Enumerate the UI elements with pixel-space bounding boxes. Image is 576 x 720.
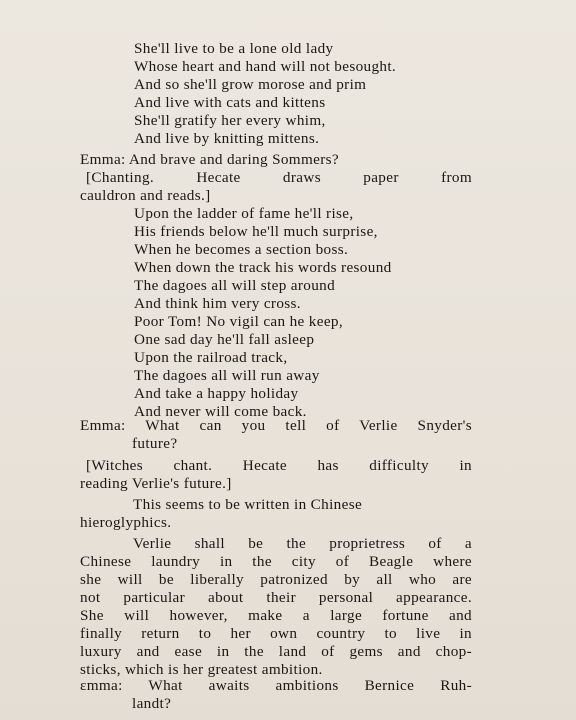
poem-stanza-1	[134, 40, 396, 148]
poem-line: She'll live to be a lone old lady	[134, 40, 334, 57]
poem-line: And live with cats and kittens	[134, 94, 326, 111]
poem-line: The dagoes all will step around	[134, 277, 336, 294]
poem-line: And so she'll grow morose and prim	[134, 76, 367, 93]
poem-line: His friends below he'll much surprise,	[134, 223, 378, 240]
poem-line: When down the track his words resound	[134, 259, 392, 276]
poem-line: The dagoes all will run away	[134, 367, 320, 384]
stage-direction-2: [Witches chant. Hecate has difficulty in reading Verlie's future.]	[80, 457, 472, 492]
poem-line: Whose heart and hand will not besought.	[134, 58, 397, 75]
poem-line: And take a happy holiday	[134, 385, 299, 402]
dialogue-emma-bernice: ɛmma: What awaits ambitions Bernice Ruh- landt?	[80, 677, 472, 712]
poem-line: And never will come back.	[134, 403, 307, 420]
dialogue-emma-sommers: Emma: And brave and daring Sommers?	[80, 151, 339, 168]
hecate-speech-1: This seems to be written in Chinese hieroglyphics.	[80, 496, 363, 531]
poem-stanza-2	[134, 205, 392, 421]
poem-line: Poor Tom! No vigil can he keep,	[134, 313, 344, 330]
verlie-prophecy-paragraph: Verlie shall be the proprietress of a Chinese laundry in the city of Beagle where she will be liberally patronized by all who are not particular about their personal appearance. She will however, make a large fortune and finally return to her own country to live in luxury and ease in the land of gems and chop- sticks, which is her greatest ambition.	[80, 535, 472, 678]
poem-line: Upon the ladder of fame he'll rise,	[134, 205, 354, 222]
stage-direction-1: [Chanting. Hecate draws paper from cauldron and reads.]	[80, 169, 472, 204]
poem-line: And think him very cross.	[134, 295, 301, 312]
poem-line: When he becomes a section boss.	[134, 241, 349, 258]
poem-line: And live by knitting mittens.	[134, 130, 320, 147]
dialogue-emma-verlie: Emma: What can you tell of Verlie Snyder's future?	[80, 417, 472, 452]
poem-line: One sad day he'll fall asleep	[134, 331, 315, 348]
poem-line: She'll gratify her every whim,	[134, 112, 326, 129]
poem-line: Upon the railroad track,	[134, 349, 288, 366]
